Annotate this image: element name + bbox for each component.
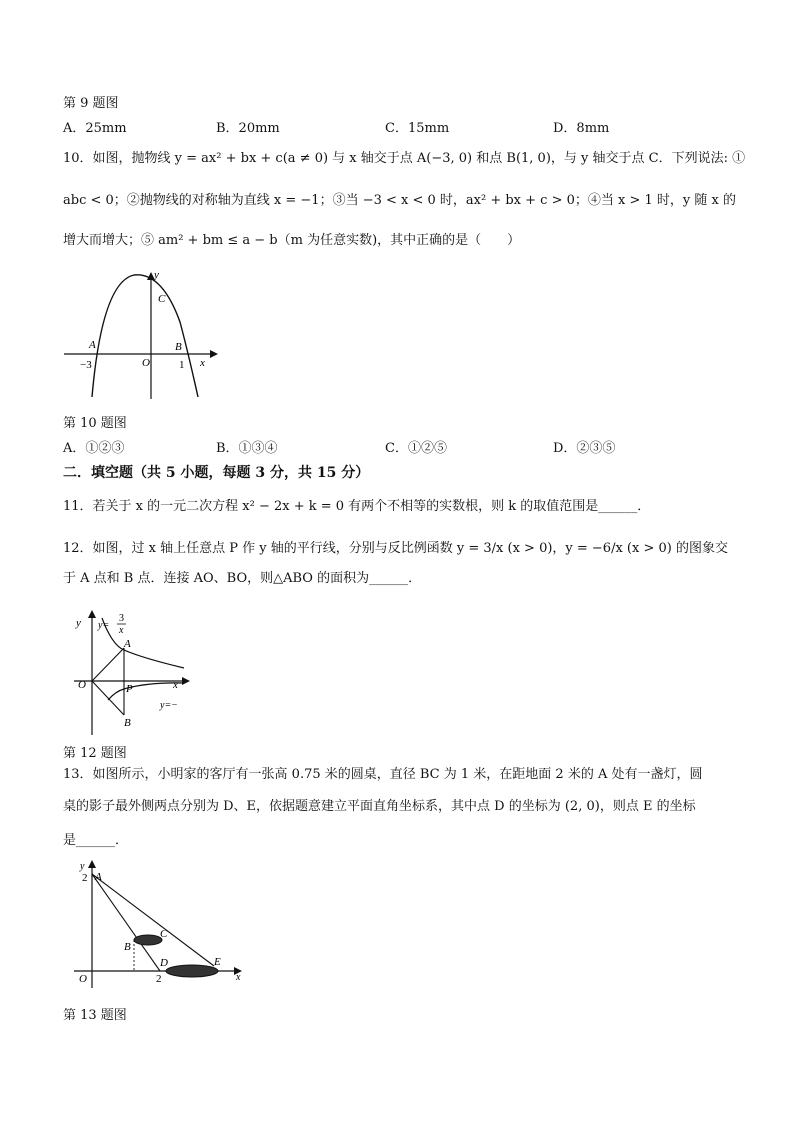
q13-y-tick-2: 2 xyxy=(82,872,88,884)
q10-stem-line3: 增大而增大；⑤ am² + bm ≤ a − b（m 为任意实数)，其中正确的是（ ） xyxy=(63,233,521,248)
q12-point-p-label: P xyxy=(126,683,133,695)
q13-x-tick-2: 2 xyxy=(156,973,162,985)
q13-stem-line2: 桌的影子最外侧两点分别为 D、E，依据题意建立平面直角坐标系，其中点 D 的坐标为 (2, 0)，则点 E 的坐标 xyxy=(63,799,696,814)
q12-figure-caption: 第 12 题图 xyxy=(63,746,127,761)
q10-parabola-figure xyxy=(62,262,222,402)
q9-option-a: A．25mm xyxy=(63,121,127,136)
q13-lamp-shadow-figure xyxy=(62,858,252,993)
q12-stem-line1: 12．如图，过 x 轴上任意点 P 作 y 轴的平行线，分别与反比例函数 y = 3/x (x > 0)，y = −6/x (x > 0) 的图象交 xyxy=(63,541,728,556)
q12-curve1-denominator: x xyxy=(119,625,124,636)
q13-point-e-label: E xyxy=(214,956,221,968)
q12-origin-label: O xyxy=(78,679,86,691)
q13-point-c-label: C xyxy=(160,928,168,940)
q10-option-b: B．①③④ xyxy=(216,441,278,456)
q10-option-a: A．①②③ xyxy=(63,441,125,456)
q12-curve1-numerator: 3 xyxy=(119,613,124,624)
q12-point-b-label: B xyxy=(124,717,131,729)
q11-stem: 11．若关于 x 的一元二次方程 x² − 2x + k = 0 有两个不相等的实数根，则 k 的取值范围是______． xyxy=(63,499,651,514)
q13-point-d-label: D xyxy=(160,957,168,969)
q9-figure-caption: 第 9 题图 xyxy=(63,96,119,111)
q10-x-label: x xyxy=(200,357,205,369)
section-heading: 二．填空题（共 5 小题，每题 3 分，共 15 分） xyxy=(63,465,370,481)
q12-x-label: x xyxy=(173,679,178,691)
q13-stem-line3: 是______． xyxy=(63,833,129,848)
q10-stem-line1: 10．如图，抛物线 y = ax² + bx + c(a ≠ 0) 与 x 轴交于点 A(−3, 0) 和点 B(1, 0)，与 y 轴交于点 C．下列说法: ① xyxy=(63,151,746,166)
q10-option-c: C．①②⑤ xyxy=(385,441,447,456)
q13-origin-label: O xyxy=(79,973,87,985)
q12-curve1-label-prefix: y= xyxy=(98,620,110,631)
q12-stem-line2: 于 A 点和 B 点．连接 AO、BO，则△ABO 的面积为______． xyxy=(63,571,422,586)
q13-y-label: y xyxy=(80,861,85,872)
q10-point-a-label: A xyxy=(89,339,96,351)
q13-point-b-label: B xyxy=(124,941,131,953)
q10-stem-line2: abc < 0；②抛物线的对称轴为直线 x = −1；③当 −3 < x < 0 时，ax² + bx + c > 0；④当 x > 1 时，y 随 x 的 xyxy=(63,193,736,208)
q10-figure-caption: 第 10 题图 xyxy=(63,416,127,431)
q13-stem-line1: 13．如图所示，小明家的客厅有一张高 0.75 米的圆桌，直径 BC 为 1 米，在距地面 2 米的 A 处有一盏灯，圆 xyxy=(63,767,703,782)
q12-hyperbola-figure xyxy=(62,590,202,740)
q9-option-b: B．20mm xyxy=(216,121,280,136)
q12-y-label: y xyxy=(76,617,81,629)
q10-point-b-label: B xyxy=(175,341,182,353)
q13-point-a-label: A xyxy=(95,871,102,883)
q10-origin-label: O xyxy=(142,357,150,369)
q12-curve2-label: y=− xyxy=(160,700,178,711)
q12-point-a-label: A xyxy=(124,638,131,650)
q10-tick-1: 1 xyxy=(179,359,185,371)
q10-option-d: D．②③⑤ xyxy=(553,441,616,456)
q13-figure-caption: 第 13 题图 xyxy=(63,1008,127,1023)
q10-y-label: y xyxy=(154,269,159,281)
q10-point-c-label: C xyxy=(158,293,166,305)
q10-tick-minus3: −3 xyxy=(80,359,92,371)
q9-option-d: D．8mm xyxy=(553,121,610,136)
q9-option-c: C．15mm xyxy=(385,121,450,136)
q13-x-label: x xyxy=(236,972,241,983)
